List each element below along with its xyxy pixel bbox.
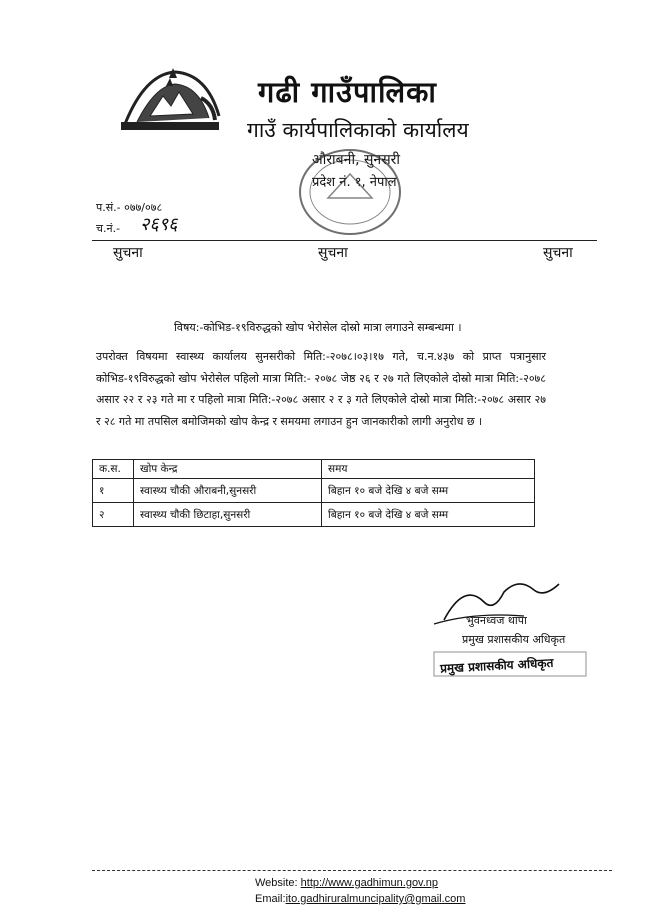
website-label: Website: — [255, 877, 301, 889]
dispatch-number-value: २६९६ — [140, 214, 178, 235]
footer-divider — [92, 870, 612, 871]
designation-stamp-icon — [430, 648, 590, 680]
body-paragraph: उपरोक्त विषयमा स्वास्थ्य कार्यालय सुनसरीको मिति:-२०७८।०३।१७ गते, च.न.४३७ को प्राप्त पत्रानुसार कोभिड-१९विरुद्धको खोप भेरोसेल पहिलो मात्रा मिति:- २०७८ जेष्ठ २६ र २७ गते लिएकोले दोस्रो मात्रा मिति:-२०७८ असार २२ र २३ गते मा र पहिलो मात्रा मिति:-२०७८ असार २ र ३ गते लिएकोले दोस्रो मात्रा मिति:-२०७८ असार २७ र २८ गते मा तपसिल बमोजिमको खोप केन्द्र र समयमा लगाउन हुन जानकारीको लागी अनुरोध छ । — [96, 350, 546, 428]
table-header-row — [93, 460, 535, 479]
table-header-cell: खोप केन्द्र — [134, 460, 322, 479]
table-row — [93, 503, 535, 527]
office-seal-icon — [294, 146, 406, 238]
signatory-designation: प्रमुख प्रशासकीय अधिकृत — [462, 633, 566, 646]
office-subtitle: गाउँ कार्यपालिकाको कार्यालय — [247, 118, 469, 142]
reference-number: प.सं.- ०७७/०७८ — [96, 201, 163, 214]
footer-website — [255, 877, 438, 889]
table-header-cell: क.स. — [93, 460, 134, 479]
table-cell: बिहान १० बजे देखि ४ बजे सम्म — [322, 503, 535, 527]
table-row — [93, 479, 535, 503]
website-link[interactable]: http://www.gadhimun.gov.np — [300, 877, 439, 889]
footer-email — [255, 893, 465, 905]
notice-label: सुचना — [113, 245, 143, 261]
email-link[interactable]: ito.gadhiruralmuncipality@gmail.com — [285, 893, 466, 905]
table-cell: स्वास्थ्य चौकी औराबनी,सुनसरी — [134, 479, 322, 503]
email-label: Email: — [255, 893, 286, 905]
address-line-2: प्रदेश नं. १, नेपाल — [312, 175, 397, 190]
vaccination-schedule-table — [92, 459, 535, 527]
office-title: गढी गाउँपालिका — [258, 75, 437, 109]
header-divider — [92, 240, 597, 241]
notice-label: सुचना — [543, 245, 573, 261]
table-cell: १ — [93, 479, 134, 503]
address-line-1: औराबनी, सुनसरी — [312, 152, 401, 168]
nepal-emblem-icon — [115, 64, 225, 140]
subject-line: विषय:-कोभिड-१९विरुद्धको खोप भेरोसेल दोस्रो मात्रा लगाउने सम्बन्धमा । — [174, 321, 462, 334]
table-cell: बिहान १० बजे देखि ४ बजे सम्म — [322, 479, 535, 503]
table-header-cell: समय — [322, 460, 535, 479]
signatory-name: भुवनध्वज थापा — [466, 614, 527, 627]
table-cell: २ — [93, 503, 134, 527]
notice-label: सुचना — [318, 245, 348, 261]
table-cell: स्वास्थ्य चौकी छिटाहा,सुनसरी — [134, 503, 322, 527]
svg-text:प्रमुख प्रशासकीय अधिकृत: प्रमुख प्रशासकीय अधिकृत — [439, 655, 554, 676]
dispatch-number-label: च.नं.- — [96, 222, 121, 235]
